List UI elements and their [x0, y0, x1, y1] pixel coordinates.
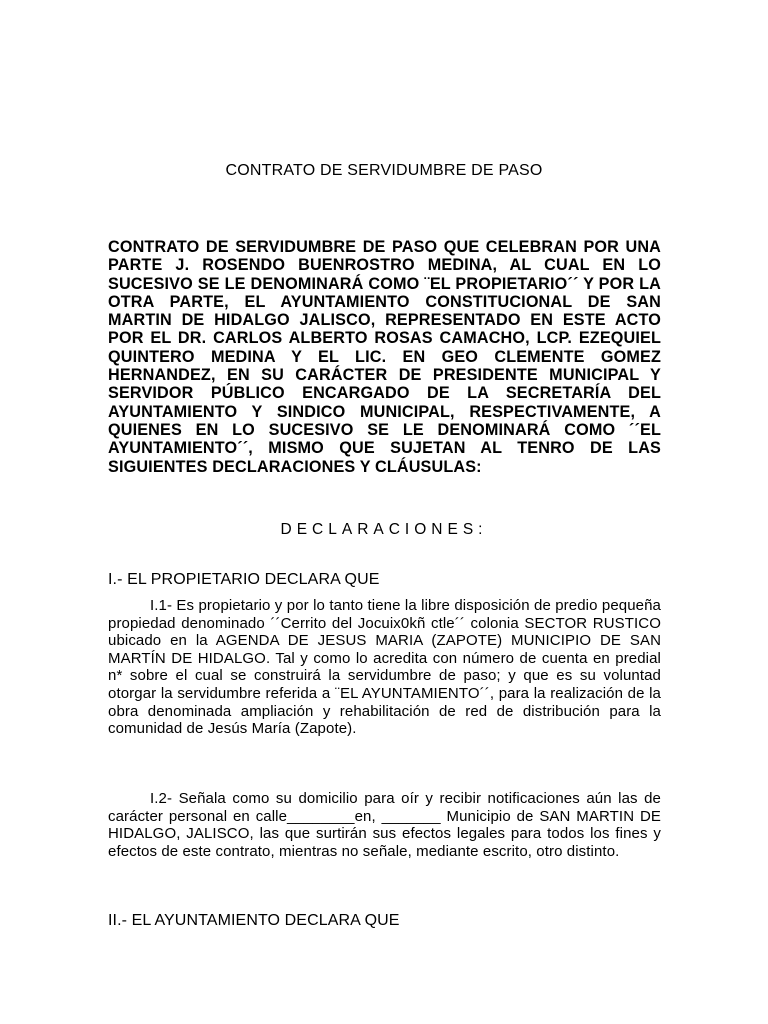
document-title: CONTRATO DE SERVIDUMBRE DE PASO [225, 162, 543, 179]
clause-1-2 [108, 790, 661, 860]
section-2-heading: II.- EL AYUNTAMIENTO DECLARA QUE [108, 912, 400, 929]
clause-1-1 [108, 597, 661, 738]
declaraciones-heading: DECLARACIONES: [280, 521, 488, 538]
section-1-heading: I.- EL PROPIETARIO DECLARA QUE [108, 571, 380, 588]
clause-1-2-text: I.2- Señala como su domicilio para oír y recibir notificaciones aún las de carácter personal en calle________en, _______ Municipio de SAN MARTIN DE HIDALGO, JALISCO, las que surtirán sus efectos legales para todos los fines y efectos de este contrato, mientras no señale, mediante escrito, otro distinto. [108, 790, 661, 860]
clause-1-1-text: I.1- Es propietario y por lo tanto tiene la libre disposición de predio pequeña propiedad denominado ´´Cerrito del Jocuix0kñ ctle´´ colonia SECTOR RUSTICO ubicado en la AGENDA DE JESUS MARIA (ZAPOTE) MUNICIPIO DE SAN MARTÍN DE HIDALGO. Tal y como lo acredita con número de cuenta en predial n* sobre el cual se construirá la servidumbre de paso; y que es su voluntad otorgar la servidumbre referida a ¨EL AYUNTAMIENTO´´, para la realización de la obra denominada ampliación y rehabilitación de red de distribución para la comunidad de Jesús María (Zapote). [108, 597, 661, 738]
intro-paragraph: CONTRATO DE SERVIDUMBRE DE PASO QUE CELEBRAN POR UNA PARTE J. ROSENDO BUENROSTRO MEDINA, AL CUAL EN LO SUCESIVO SE LE DENOMINARÁ COMO ¨EL PROPIETARIO´´ Y POR LA OTRA PARTE, EL AYUNTAMIENTO CONSTITUCIONAL DE SAN MARTIN DE HIDALGO JALISCO, REPRESENTADO EN ESTE ACTO POR EL DR. CARLOS ALBERTO ROSAS CAMACHO, LCP. EZEQUIEL QUINTERO MEDINA Y EL LIC. EN GEO CLEMENTE GOMEZ HERNANDEZ, EN SU CARÁCTER DE PRESIDENTE MUNICIPAL Y SERVIDOR PÚBLICO ENCARGADO DE LA SECRETARÍA DEL AYUNTAMIENTO Y SINDICO MUNICIPAL, RESPECTIVAMENTE, A QUIENES EN LO SUCESIVO SE LE DENOMINARÁ COMO ´´EL AYUNTAMIENTO´´, MISMO QUE SUJETAN AL TENRO DE LAS SIGUIENTES DECLARACIONES Y CLÁUSULAS: [108, 238, 661, 476]
